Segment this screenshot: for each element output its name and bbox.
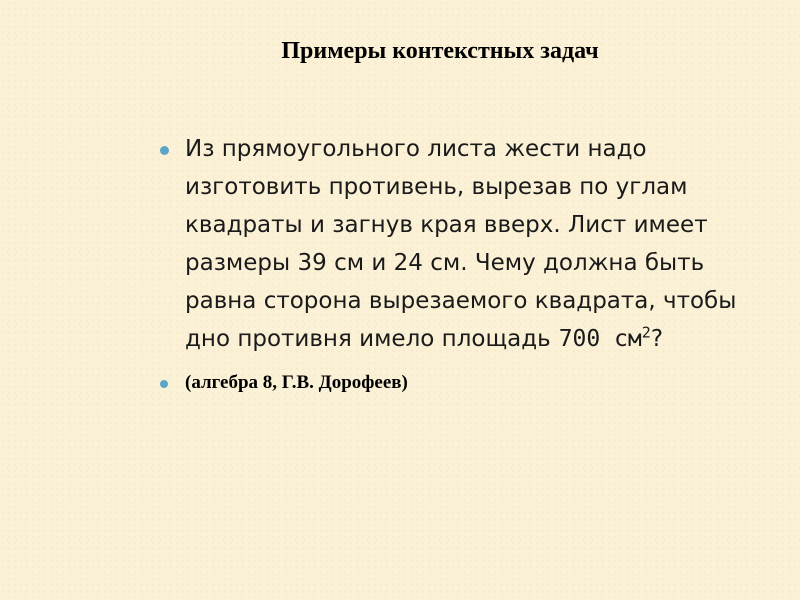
area-formula bbox=[558, 323, 651, 352]
slide-title: Примеры контекстных задач bbox=[281, 38, 599, 64]
problem-bullet bbox=[160, 130, 780, 358]
reference-text: (алгебра 8, Г.В. Дорофеев) bbox=[185, 372, 408, 393]
problem-text bbox=[185, 130, 780, 358]
bullet-icon bbox=[160, 146, 169, 155]
reference-bullet bbox=[160, 372, 780, 394]
area-exponent: 2 bbox=[641, 323, 651, 342]
bullet-list bbox=[160, 130, 780, 394]
question-mark: ? bbox=[650, 326, 664, 352]
problem-statement: Из прямоугольного листа жести надо изготовить противень, вырезав по углам квадраты и загнув края вверх. Лист имеет размеры 39 см и 24 см. Чему должна быть равна сторона вырезаемого квадрата, чтобы дно противня имело площадь bbox=[185, 136, 737, 352]
area-value: 700 см bbox=[558, 326, 642, 352]
bullet-icon bbox=[160, 380, 168, 388]
